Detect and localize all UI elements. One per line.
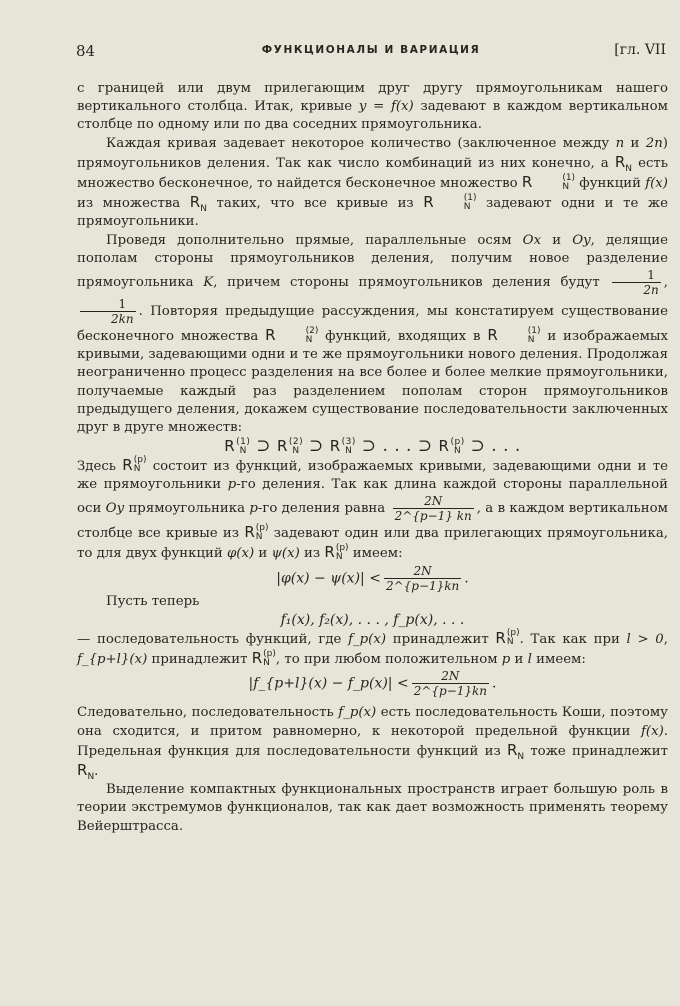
paragraph-7: Следовательно, последовательность f_p(x) есть последовательность Коши, поэтому она сходится, и притом равномерно, к некоторой предельной функции f(x). Предельная функция для последовательности функций из $R_N$ тоже принадлежит $R_N$.: [77, 705, 668, 782]
page-header: [76, 42, 666, 64]
page-number: 84: [76, 42, 96, 60]
paragraph-5: Пусть теперь: [106, 593, 200, 609]
set-RN1: R (1) N: [521, 172, 576, 192]
paragraph-1: с границей или двум прилегающим друг другу прямоугольникам нашего вертикального столбца. Итак, кривые y = f(x) задевают в каждом вертикальном столбце по одному или по два соседних прямоугольника.: [77, 81, 669, 133]
paragraph-8: Выделение компактных функциональных пространств играет большую роль в теории экстремумов функционалов, так как дает возможность применять теорему Вейерштрасса.: [77, 782, 668, 834]
paragraph-4: Здесь R (p) N состоит из функций, изображаемых кривыми, задевающими одни и те же прямоугольники p-го деления. Так как длина каждой стороны параллельной оси Oy прямоугольника p-го деления равна $\frac{2N}{2\^{}\{p-1\} kn}$ , а в каждом вертикальном столбце все кривые из R (p) N задевают один или два прилегающих прямоугольника, то для двух функций φ(x) и ψ(x) из R (p) N имеем:: [77, 455, 669, 562]
set-RN: $R_N$: [614, 152, 632, 174]
paragraph-2: Каждая кривая задевает некоторое количество (заключенное между n и 2n) прямоугольников деления. Так как число комбинаций из них конечно, а $R_N$ есть множество бесконечное, то найдется бесконечное множество R (1) N функций f(x) из множества $R_N$ таких, что все кривые из R (1) N задевают одни и те же прямоугольники.: [77, 135, 668, 230]
function-sequence: f₁(x), f₂(x), . . . , f_p(x), . . .: [280, 611, 465, 628]
paragraph-6: — последовательность функций, где f_p(x) принадлежит R (p) N . Так как при l > 0, f_{p+l}(x) принадлежит R (p) N , то при любом положительном p и l имеем:: [77, 628, 668, 668]
nested-sets-chain: R (1) N ⊃ R (2) N ⊃ R (3) N ⊃ . . . ⊃ R (p) N ⊃ . . .: [224, 436, 521, 457]
fraction: $\frac{2N}{2\^{}\{p-1\} kn}$: [394, 494, 472, 524]
page-body: [77, 80, 668, 836]
fraction: $\frac{1}{2n}$: [612, 268, 660, 297]
formula: y = f(x): [358, 99, 414, 115]
inequality-2: |f_{p+l}(x) − f_p(x)| < $\frac{2N}{2\^{}\{p-1\}kn}$ .: [248, 669, 497, 699]
fraction: $\frac{1}{2kn}$: [80, 297, 136, 326]
running-title: ФУНКЦИОНАЛЫ И ВАРИАЦИЯ: [261, 44, 481, 56]
paragraph-3: Проведя дополнительно прямые, параллельные осям Ox и Oy, делящие пополам стороны прямоугольников деления, получим новое разделение прямоугольника K, причем стороны прямоугольников деления будут $\frac{1}{2n}$ , $\frac{1}{2kn}$ . Повторяя предыдущие рассуждения, мы констатируем существование бесконечного множества R (2) N функций, входящих в R (1) N и изображаемых кривыми, задевающими одни и те же прямоугольники нового деления. Продолжая неограниченно процесс разделения на все более и более мелкие прямоугольники, получаемые каждый раз разделением пополам сторон прямоугольников предыдущего деления, докажем существование последовательности заключенных друг в друге множеств:: [77, 232, 669, 436]
inequality-1: |φ(x) − ψ(x)| < $\frac{2N}{2\^{}\{p-1\}kn}$ .: [276, 563, 469, 593]
chapter-label: [гл. VII: [614, 42, 666, 58]
